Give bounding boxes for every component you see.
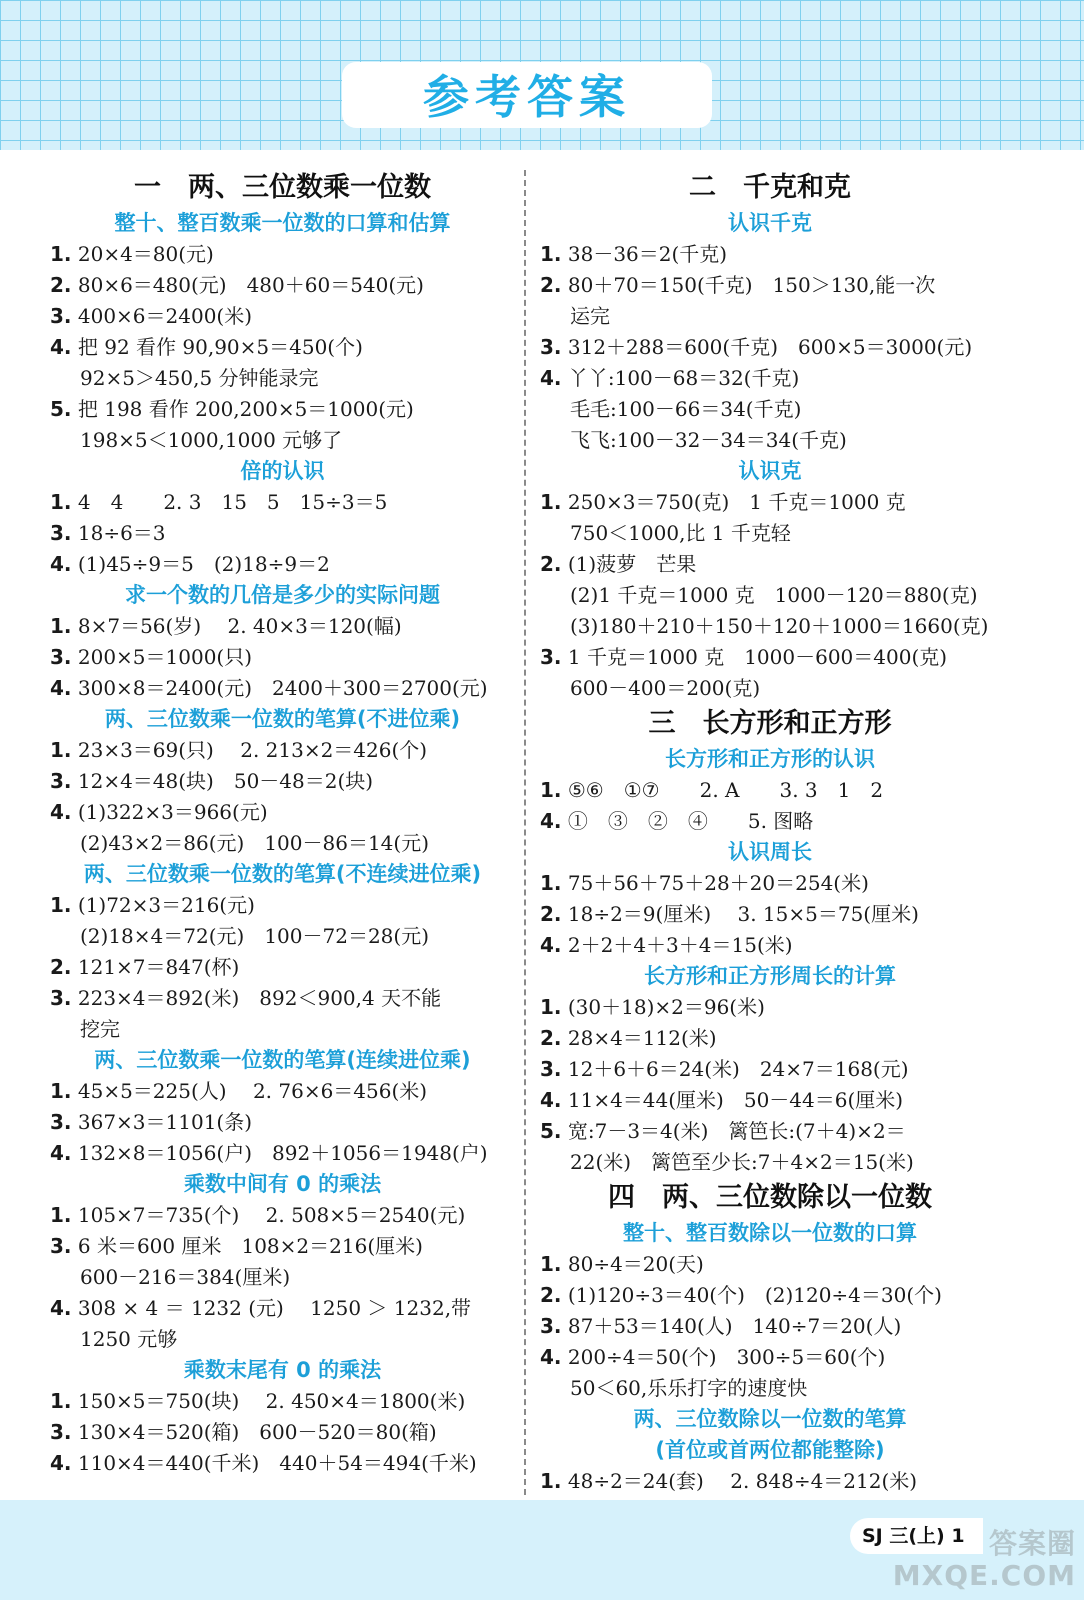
answer-line: 1. 4 4 2. 3 15 5 15÷3＝5 (50, 490, 388, 514)
section-heading: 认识千克 (728, 211, 812, 235)
answer-line: 1. 20×4＝80(元) (50, 242, 214, 266)
section-heading: 两、三位数乘一位数的笔算(不连续进位乘) (83, 862, 482, 886)
answer-line: 4. 2＋2＋4＋3＋4＝15(米) (540, 933, 793, 957)
section-heading: 认识克 (738, 459, 802, 483)
answer-line: 2. 18÷2＝9(厘米) 3. 15×5＝75(厘米) (540, 902, 919, 926)
answer-line: 4. 200÷4＝50(个) 300÷5＝60(个) (540, 1345, 886, 1369)
answer-line: 2. (1)120÷3＝40(个) (2)120÷4＝30(个) (540, 1283, 942, 1307)
answer-line-continued: 毛毛:100－66＝34(千克) (570, 397, 802, 421)
answer-line: 1. 38－36＝2(千克) (540, 242, 728, 266)
answer-line: 4. 110×4＝440(千米) 440＋54＝494(千米) (50, 1451, 477, 1475)
answer-line: 1. 45×5＝225(人) 2. 76×6＝456(米) (50, 1079, 428, 1103)
answer-line: 4. 300×8＝2400(元) 2400＋300＝2700(元) (50, 676, 488, 700)
answer-line-continued: 挖完 (80, 1017, 120, 1041)
section-heading: 求一个数的几倍是多少的实际问题 (125, 583, 440, 607)
answer-line: 2. (1)菠萝 芒果 (540, 552, 697, 576)
answer-line: 1. 23×3＝69(只) 2. 213×2＝426(个) (50, 738, 428, 762)
answer-line: 4. (1)322×3＝966(元) (50, 800, 268, 824)
answer-line-continued: 1250 元够 (80, 1327, 178, 1351)
answer-line-continued: (2)1 千克＝1000 克 1000－120＝880(克) (570, 583, 978, 607)
answer-line-continued: 600－216＝384(厘米) (80, 1265, 291, 1289)
left-column (50, 168, 515, 1479)
answer-line: 4. 132×8＝1056(户) 892＋1056＝1948(户) (50, 1141, 488, 1165)
answer-line: 5. 把 198 看作 200,200×5＝1000(元) (50, 397, 414, 421)
answer-line: 1. 80÷4＝20(天) (540, 1252, 704, 1276)
answer-line: 4. 11×4＝44(厘米) 50－44＝6(厘米) (540, 1088, 904, 1112)
answer-line: 3. 367×3＝1101(条) (50, 1110, 253, 1134)
answer-line: 1. 48÷2＝24(套) 2. 848÷4＝212(米) (540, 1469, 918, 1493)
section-heading: 乘数末尾有 0 的乘法 (183, 1358, 382, 1382)
answer-line: 1. (30＋18)×2＝96(米) (540, 995, 765, 1019)
answer-line: 3. 223×4＝892(米) 892＜900,4 天不能 (50, 986, 442, 1010)
page-title: 参考答案 (423, 70, 631, 124)
answer-line: 4. (1)45÷9＝5 (2)18÷9＝2 (50, 552, 330, 576)
answer-line: 3. 130×4＝520(箱) 600－520＝80(箱) (50, 1420, 437, 1444)
answer-line: 2. 121×7＝847(杯) (50, 955, 240, 979)
page-number-tag: SJ 三(上) 1 (850, 1518, 983, 1554)
answer-line: 4. 把 92 看作 90,90×5＝450(个) (50, 335, 363, 359)
right-column (540, 168, 1000, 1497)
answer-line-continued: 50＜60,乐乐打字的速度快 (570, 1376, 808, 1400)
section-heading: 倍的认识 (240, 459, 325, 483)
answer-line: 1. ⑤⑥ ①⑦ 2. A 3. 3 1 2 (540, 778, 884, 802)
chapter-heading: 三 长方形和正方形 (648, 708, 892, 739)
chapter-heading: 二 千克和克 (689, 172, 851, 203)
watermark (893, 1528, 1076, 1592)
answer-line: 1. 250×3＝750(克) 1 千克＝1000 克 (540, 490, 906, 514)
chapter-heading: 一 两、三位数乘一位数 (134, 172, 431, 203)
answer-line: 3. 87＋53＝140(人) 140÷7＝20(人) (540, 1314, 902, 1338)
watermark-line-1: 答案圈 (988, 1527, 1076, 1560)
section-heading: 整十、整百数乘一位数的口算和估算 (114, 211, 451, 235)
section-heading: (首位或首两位都能整除) (655, 1438, 885, 1462)
answer-line-continued: 22(米) 篱笆至少长:7＋4×2＝15(米) (570, 1150, 914, 1174)
answer-line-continued: 运完 (570, 304, 610, 328)
answer-line: 4. ① ③ ② ④ 5. 图略 (540, 809, 814, 833)
answer-line: 1. 105×7＝735(个) 2. 508×5＝2540(元) (50, 1203, 466, 1227)
answer-line: 3. 400×6＝2400(米) (50, 304, 253, 328)
answer-line: 3. 12×4＝48(块) 50－48＝2(块) (50, 769, 374, 793)
answer-line: 3. 6 米＝600 厘米 108×2＝216(厘米) (50, 1234, 423, 1258)
answer-line: 1. (1)72×3＝216(元) (50, 893, 255, 917)
answer-line: 2. 28×4＝112(米) (540, 1026, 717, 1050)
column-divider (524, 170, 526, 1495)
answer-line: 3. 12＋6＋6＝24(米) 24×7＝168(元) (540, 1057, 909, 1081)
answer-line: 2. 80×6＝480(元) 480＋60＝540(元) (50, 273, 424, 297)
answer-line: 1. 8×7＝56(岁) 2. 40×3＝120(幅) (50, 614, 402, 638)
answer-line: 1. 75＋56＋75＋28＋20＝254(米) (540, 871, 869, 895)
answer-line: 3. 1 千克＝1000 克 1000－600＝400(克) (540, 645, 948, 669)
answer-line-continued: 飞飞:100－32－34＝34(千克) (570, 428, 847, 452)
section-heading: 两、三位数乘一位数的笔算(不进位乘) (104, 707, 461, 731)
section-heading: 长方形和正方形的认识 (665, 747, 875, 771)
answer-line: 3. 312＋288＝600(千克) 600×5＝3000(元) (540, 335, 973, 359)
answer-line-continued: (3)180＋210＋150＋120＋1000＝1660(克) (570, 614, 989, 638)
section-heading: 长方形和正方形周长的计算 (644, 964, 896, 988)
answer-line: 2. 80＋70＝150(千克) 150＞130,能一次 (540, 273, 936, 297)
answer-line: 4. 丫丫:100－68＝32(千克) (540, 366, 800, 390)
answer-line-continued: 92×5＞450,5 分钟能录完 (80, 366, 319, 390)
answer-line: 3. 18÷6＝3 (50, 521, 166, 545)
section-heading: 乘数中间有 0 的乘法 (183, 1172, 382, 1196)
section-heading: 认识周长 (728, 840, 812, 864)
answer-line-continued: 750＜1000,比 1 千克轻 (570, 521, 791, 545)
section-heading: 整十、整百数除以一位数的口算 (623, 1221, 917, 1245)
answer-line-continued: 198×5＜1000,1000 元够了 (80, 428, 343, 452)
answer-line-continued: 600－400＝200(克) (570, 676, 761, 700)
answer-line: 3. 200×5＝1000(只) (50, 645, 253, 669)
answer-line: 1. 150×5＝750(块) 2. 450×4＝1800(米) (50, 1389, 466, 1413)
chapter-heading: 四 两、三位数除以一位数 (608, 1182, 932, 1213)
answer-line: 4. 308 × 4 ＝ 1232 (元) 1250 ＞ 1232,带 (50, 1296, 472, 1320)
watermark-line-2: MXQE.COM (892, 1559, 1076, 1592)
section-heading: 两、三位数乘一位数的笔算(连续进位乘) (94, 1048, 471, 1072)
answer-line-continued: (2)43×2＝86(元) 100－86＝14(元) (80, 831, 429, 855)
answer-line-continued: (2)18×4＝72(元) 100－72＝28(元) (80, 924, 429, 948)
section-heading: 两、三位数除以一位数的笔算 (633, 1407, 907, 1431)
answer-line: 5. 宽:7－3＝4(米) 篱笆长:(7＋4)×2＝ (540, 1119, 906, 1143)
